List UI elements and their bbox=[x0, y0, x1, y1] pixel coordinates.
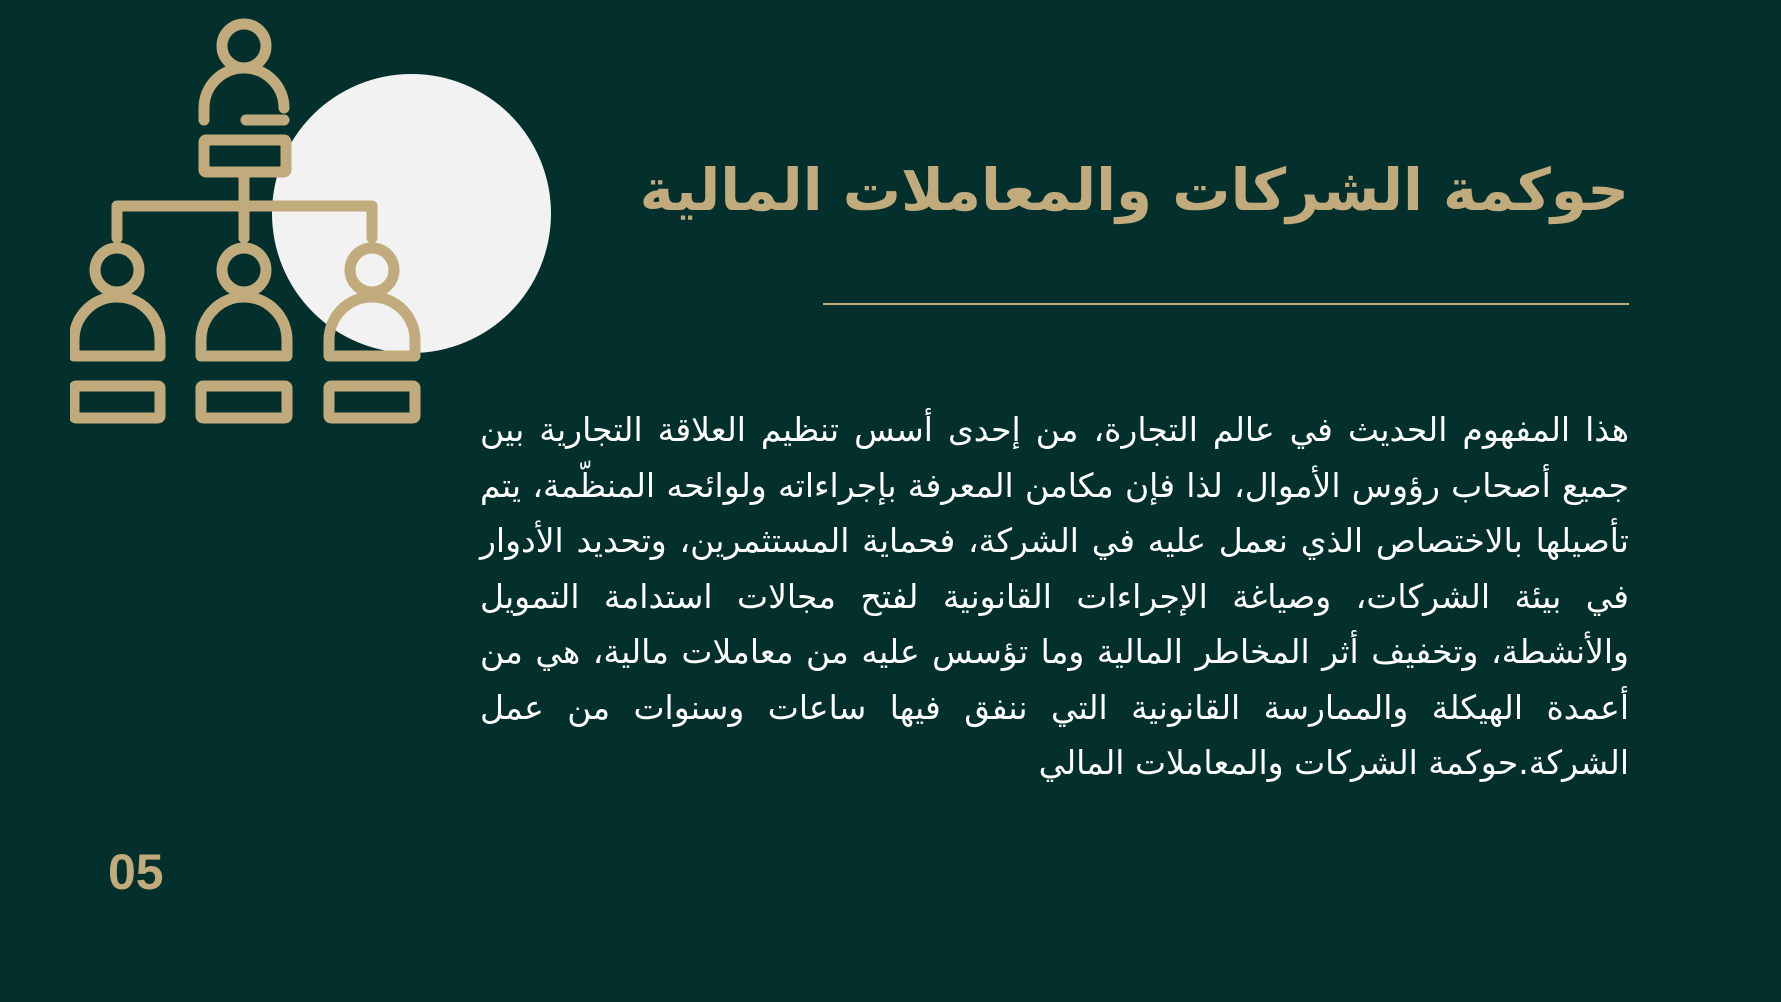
org-chart-icon bbox=[70, 16, 490, 426]
slide-title: حوكمة الشركات والمعاملات المالية bbox=[639, 156, 1629, 224]
title-divider bbox=[823, 303, 1629, 305]
body-paragraph: هذا المفهوم الحديث في عالم التجارة، من إحدى أسس تنظيم العلاقة التجارية بين جميع أصحاب رؤوس الأموال، لذا فإن مكامن المعرفة بإجراءاته ولوائحه المنظّمة، يتم تأصيلها بالاختصاص الذي نعمل عليه في الشركة، فحماية المستثمرين، وتحديد الأدوار في بيئة الشركات، وصياغة الإجراءات القانونية لفتح مجالات استدامة التمويل والأنشطة، وتخفيف أثر المخاطر المالية وما تؤسس عليه من معاملات مالية، هي من أعمدة الهيكلة والممارسة القانونية التي ننفق فيها ساعات وسنوات من عمل الشركة.حوكمة الشركات والمعاملات المالي bbox=[480, 410, 1629, 782]
page-number: 05 bbox=[108, 844, 164, 900]
